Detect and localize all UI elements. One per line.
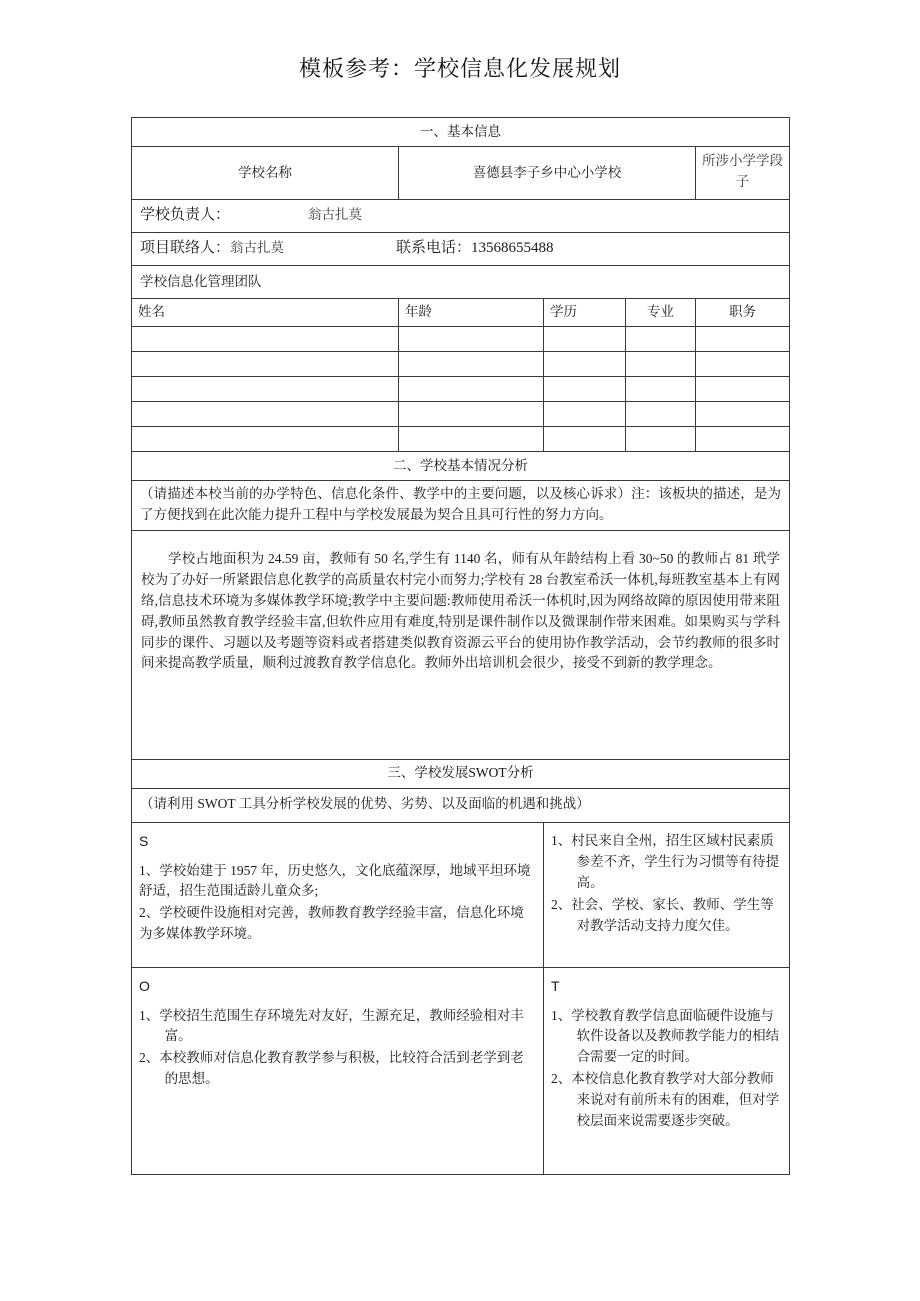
team-header-row xyxy=(132,299,790,327)
contact-row xyxy=(132,233,790,266)
team-cell-age[interactable] xyxy=(399,352,544,377)
swot-opportunities-item-1: 1、学校招生范围生存环境先对友好，生源充足，教师经验相对丰富。 xyxy=(139,1007,524,1044)
team-cell-name[interactable] xyxy=(132,352,399,377)
section3-note-row xyxy=(132,788,790,822)
table-row[interactable] xyxy=(132,402,790,427)
swot-weaknesses-item-1: 1、村民来自全州，招生区域村民素质参差不齐，学生行为习惯等有待提高。 xyxy=(551,832,780,890)
team-cell-major[interactable] xyxy=(626,427,696,452)
phone-label: 联系电话： xyxy=(396,240,472,257)
team-cell-position[interactable] xyxy=(696,352,790,377)
team-cell-age[interactable] xyxy=(399,377,544,402)
table-row[interactable] xyxy=(132,377,790,402)
team-cell-age[interactable] xyxy=(399,402,544,427)
team-cell-education[interactable] xyxy=(544,352,626,377)
school-stage-label: 所涉小学学段 xyxy=(702,153,784,168)
section1-heading: 一、基本信息 xyxy=(132,118,790,147)
swot-threats-letter: T xyxy=(551,977,560,994)
section2-body-row[interactable] xyxy=(132,530,790,759)
swot-weaknesses-item-2: 2、社会、学校、家长、教师、学生等对教学活动支持力度欠佳。 xyxy=(551,896,774,933)
swot-strengths-letter: S xyxy=(139,832,149,849)
school-stage-cell xyxy=(696,147,790,200)
team-cell-major[interactable] xyxy=(626,377,696,402)
team-cell-education[interactable] xyxy=(544,327,626,352)
team-cell-name[interactable] xyxy=(132,427,399,452)
principal-label: 学校负责人： xyxy=(140,207,231,224)
team-cell-position[interactable] xyxy=(696,427,790,452)
team-title-row xyxy=(132,266,790,299)
team-cell-major[interactable] xyxy=(626,352,696,377)
swot-weaknesses-cell[interactable] xyxy=(544,822,790,967)
team-title: 学校信息化管理团队 xyxy=(132,266,790,299)
school-name-value: 喜德县李子乡中心小学校 xyxy=(399,147,696,200)
team-cell-name[interactable] xyxy=(132,377,399,402)
phone-value: 13568655488 xyxy=(471,240,554,257)
section2-heading: 二、学校基本情况分析 xyxy=(132,452,790,481)
team-col-name: 姓名 xyxy=(132,299,399,327)
table-row[interactable] xyxy=(132,352,790,377)
swot-opportunities-letter: O xyxy=(139,977,150,994)
section3-note: （请利用 SWOT 工具分析学校发展的优势、劣势、以及面临的机遇和挑战） xyxy=(132,788,790,822)
team-col-age: 年龄 xyxy=(399,299,544,327)
team-cell-name[interactable] xyxy=(132,327,399,352)
team-col-education: 学历 xyxy=(544,299,626,327)
table-row[interactable] xyxy=(132,327,790,352)
section2-heading-row xyxy=(132,452,790,481)
contact-label: 项目联络人： xyxy=(140,240,231,257)
swot-strengths-item-2: 2、学校硬件设施相对完善，教师教育教学经验丰富，信息化环境为多媒体教学环境。 xyxy=(139,905,524,942)
team-cell-name[interactable] xyxy=(132,402,399,427)
swot-bottom-row xyxy=(132,967,790,1174)
table-row[interactable] xyxy=(132,427,790,452)
swot-threats-cell[interactable] xyxy=(544,967,790,1174)
school-plan-table xyxy=(131,117,790,1175)
section2-note: （请描述本校当前的办学特色、信息化条件、教学中的主要问题，以及核心诉求）注：该板块的描述，是为了方便找到在此次能力提升工程中与学校发展最为契合且具可行性的努力方向。 xyxy=(132,481,790,531)
contact-cell xyxy=(132,233,790,266)
swot-top-row xyxy=(132,822,790,967)
school-name-label: 学校名称 xyxy=(132,147,399,200)
team-cell-education[interactable] xyxy=(544,402,626,427)
swot-threats-item-2: 2、本校信息化教育教学对大部分教师来说对有前所未有的困难，但对学校层面来说需要逐步突破。 xyxy=(551,1071,780,1129)
principal-value: 翁古扎莫 xyxy=(308,207,363,223)
section2-body-cell[interactable] xyxy=(132,530,790,759)
swot-strengths-item-1: 1、学校始建于 1957 年，历史悠久，文化底蕴深厚，地域平坦环境舒适，招生范围适龄儿童众多; xyxy=(139,862,531,899)
swot-threats-item-1: 1、学校教育教学信息面临硬件设施与软件设备以及教师教学能力的相结合需要一定的时间。 xyxy=(551,1007,780,1065)
team-cell-major[interactable] xyxy=(626,327,696,352)
section3-heading: 三、学校发展SWOT分析 xyxy=(132,759,790,788)
swot-opportunities-item-2: 2、本校教师对信息化教育教学参与积极，比较符合活到老学到老的思想。 xyxy=(139,1050,524,1087)
team-cell-major[interactable] xyxy=(626,402,696,427)
swot-opportunities-cell[interactable] xyxy=(132,967,544,1174)
section2-note-row xyxy=(132,481,790,531)
section2-body-text: 学校占地面积为 24.59 亩，教师有 50 名,学生有 1140 名，师有从年龄结构上看 30~50 的教师占 81 玳学校为了办好一所紧跟信息化教学的高质量农村完小而努力;学校有 28 台教室希沃一体机,每班教室基本上有网络,信息技术环境为多媒体教学环境;教学中主要问题:教师使用希沃一体机时,因为网络故障的原因使用带来阻碍,教师虽然教育教学经验丰富,但软件应用有难度,特别是课件制作以及微课制作带来困难。如果购买与学科同步的课件、习题以及考题等资料或者搭建类似教育资源云平台的使用协作教学活动，会节约教师的很多时间来提高教学质量，顺利过渡教育教学信息化。教师外出培训机会很少，接受不到新的教学理念。 xyxy=(141,550,781,671)
team-cell-age[interactable] xyxy=(399,327,544,352)
contact-value: 翁古扎莫 xyxy=(230,240,285,256)
section3-heading-row xyxy=(132,759,790,788)
team-cell-position[interactable] xyxy=(696,402,790,427)
principal-cell xyxy=(132,200,790,233)
principal-row xyxy=(132,200,790,233)
team-cell-education[interactable] xyxy=(544,427,626,452)
team-cell-education[interactable] xyxy=(544,377,626,402)
team-col-position: 职务 xyxy=(696,299,790,327)
team-cell-age[interactable] xyxy=(399,427,544,452)
school-name-row xyxy=(132,147,790,200)
section1-heading-row xyxy=(132,118,790,147)
swot-strengths-cell[interactable] xyxy=(132,822,544,967)
team-cell-position[interactable] xyxy=(696,377,790,402)
team-cell-position[interactable] xyxy=(696,327,790,352)
team-col-major: 专业 xyxy=(626,299,696,327)
page-title: 模板参考：学校信息化发展规划 xyxy=(298,56,621,81)
school-stage-wrap: 子 xyxy=(735,173,750,189)
